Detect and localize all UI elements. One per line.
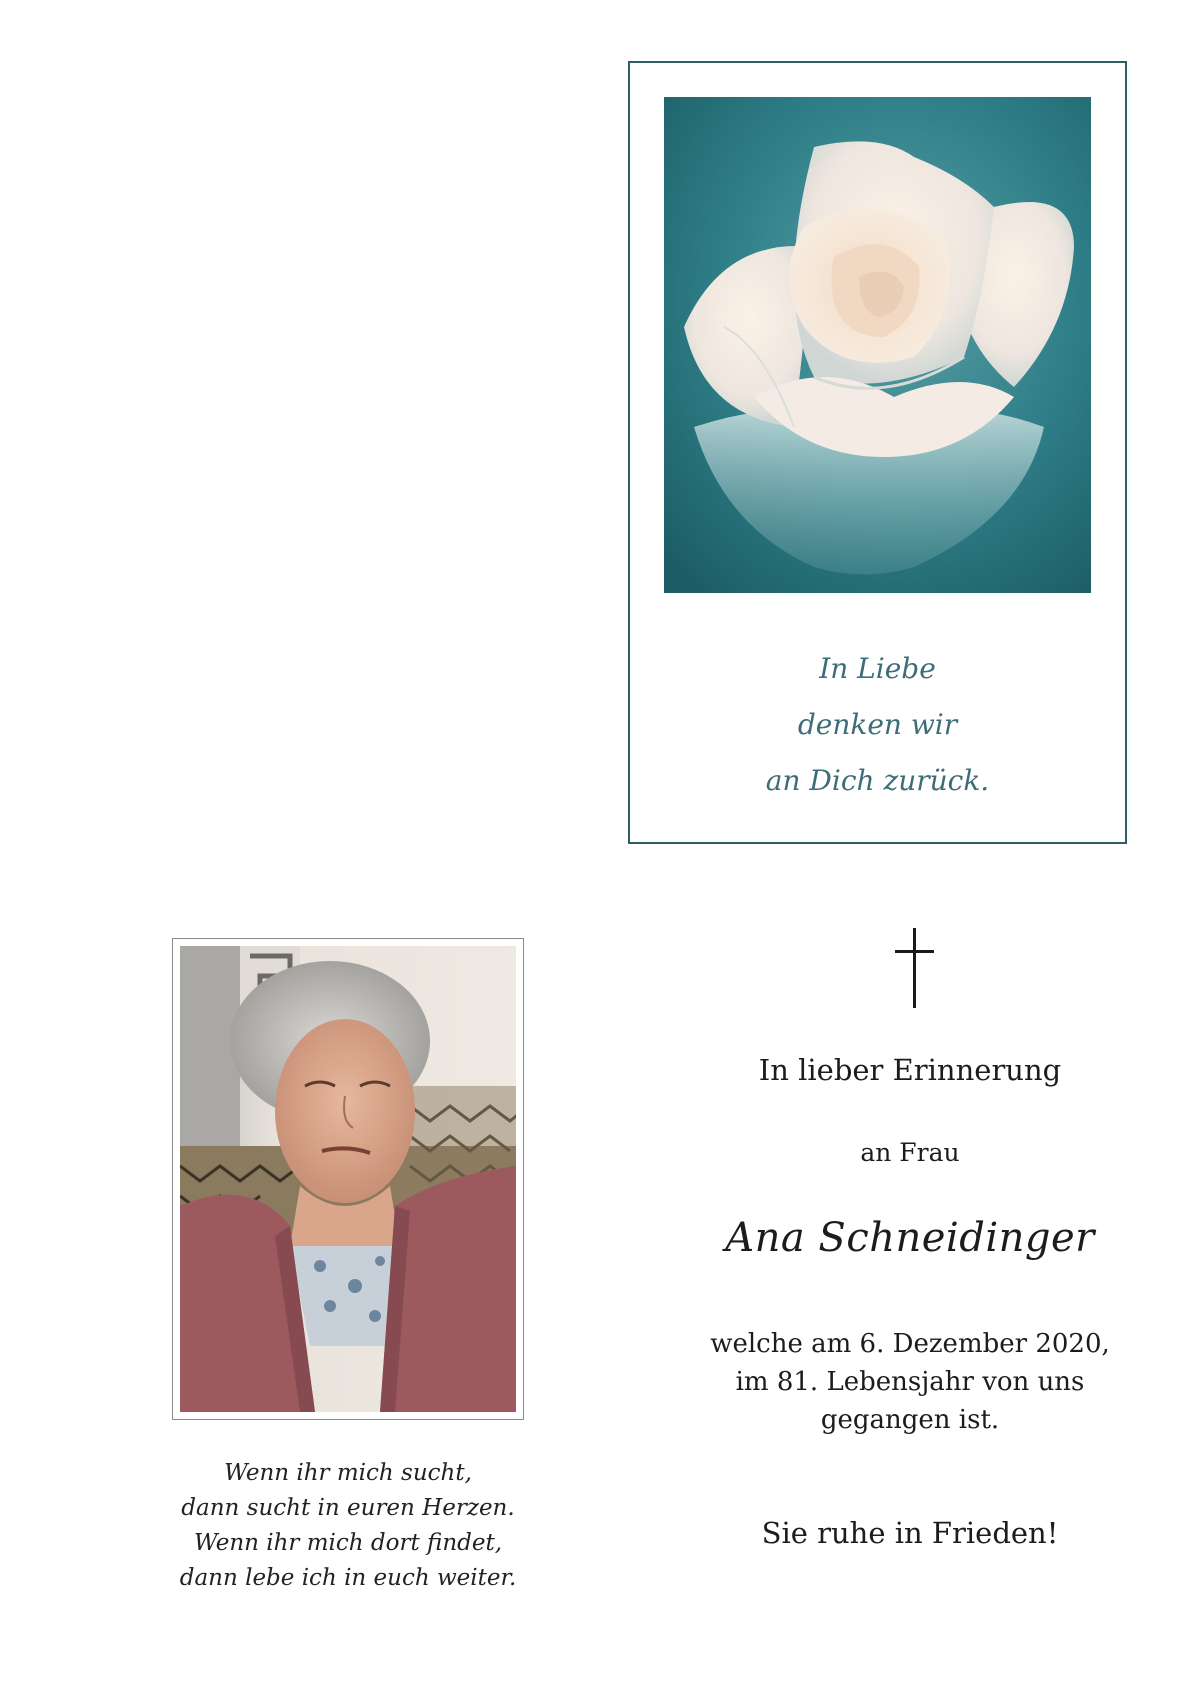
front-verse-line: In Liebe [819, 652, 936, 685]
poem-line: Wenn ihr mich sucht, [224, 1460, 472, 1486]
obituary-closing: Sie ruhe in Frieden! [761, 1516, 1059, 1550]
cross-horizontal-bar [895, 950, 934, 953]
deceased-name: Ana Schneidinger [725, 1215, 1095, 1261]
white-rose-image [664, 97, 1091, 593]
poem-line: dann sucht in euren Herzen. [181, 1495, 515, 1521]
obituary-date-line: gegangen ist. [820, 1405, 1000, 1435]
obituary-prefix: an Frau [860, 1138, 960, 1167]
latin-cross-icon [895, 928, 935, 1008]
portrait-frame [172, 938, 524, 1420]
front-verse-line: an Dich zurück. [765, 764, 990, 797]
portrait-photo [180, 946, 516, 1412]
obituary-heading: In lieber Erinnerung [758, 1053, 1062, 1087]
front-verse-line: denken wir [797, 708, 958, 741]
poem-line: dann lebe ich in euch weiter. [179, 1565, 517, 1591]
obituary-date-text [660, 1325, 1160, 1439]
obituary-date-line: im 81. Lebensjahr von uns [735, 1367, 1085, 1397]
memorial-poem [110, 1456, 586, 1596]
front-verse [630, 641, 1125, 809]
poem-line: Wenn ihr mich dort findet, [193, 1530, 503, 1556]
cross-vertical-bar [913, 928, 916, 1008]
obituary-date-line: welche am 6. Dezember 2020, [710, 1329, 1110, 1359]
memorial-front-card [628, 61, 1127, 844]
